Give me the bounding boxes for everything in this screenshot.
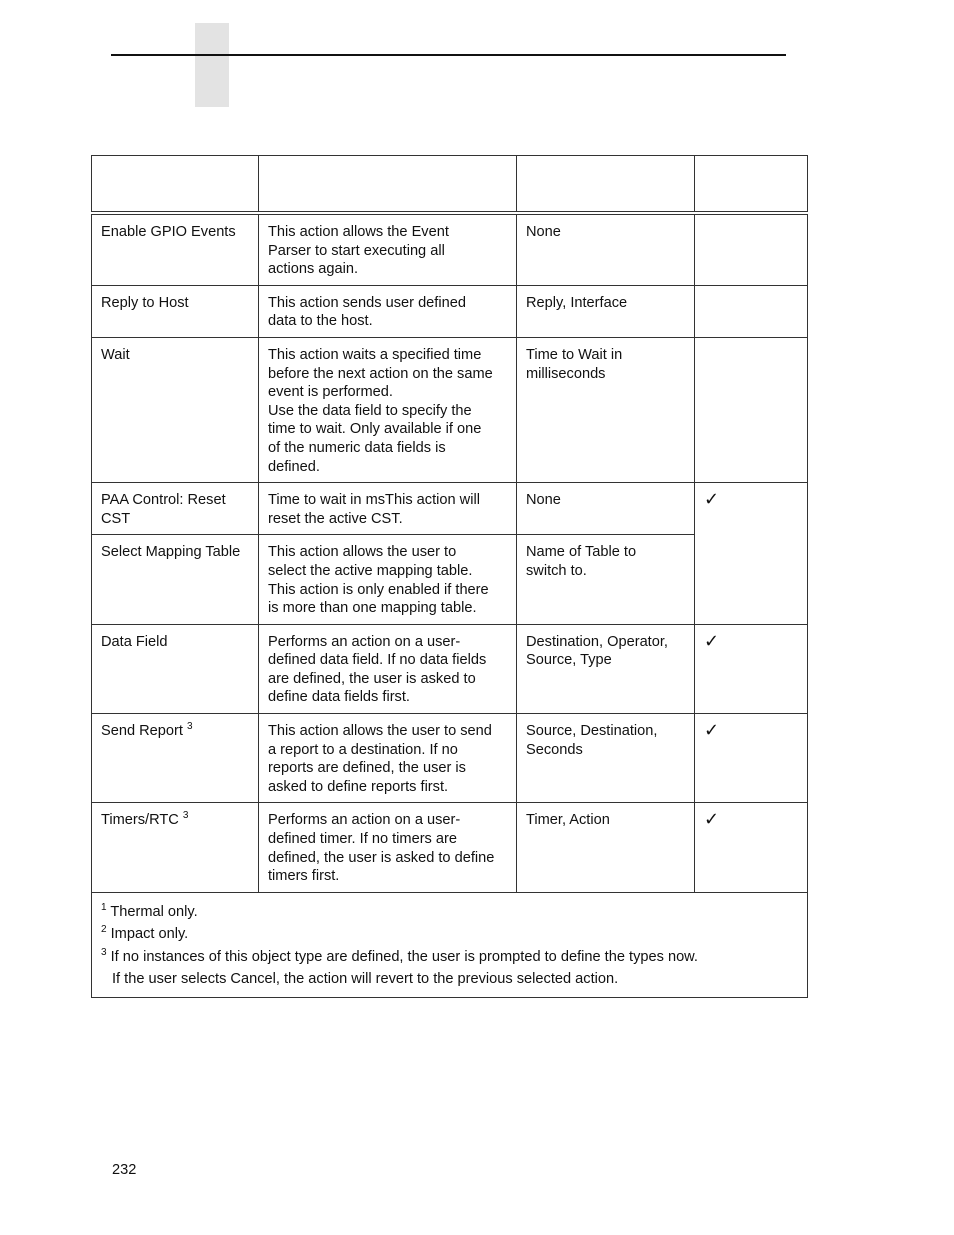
description-cell: This action allows the user to send a report to a destination. If no reports are defined, the user is asked to define reports first. (259, 714, 517, 803)
description-cell: This action waits a specified time before the next action on the same event is performed. Use the data field to specify the time to wait. Only available if one of the numeric data fields is defined. (259, 337, 517, 482)
flag-cell (695, 337, 808, 482)
header-cell-action (92, 156, 259, 214)
flag-cell (695, 285, 808, 337)
description-cell: This action allows the user to select the active mapping table. This action is only enabled if there is more than one mapping table. (259, 535, 517, 624)
table-row (92, 483, 808, 535)
flag-cell (695, 483, 808, 625)
header-rule (111, 54, 786, 56)
table-header-row (92, 156, 808, 214)
footnote-ref: 3 (182, 810, 189, 822)
action-cell: Send Report $^3$ (92, 714, 259, 803)
flag-cell (695, 624, 808, 713)
footnotes-row (92, 892, 808, 997)
description-cell: This action sends user defined data to the host. (259, 285, 517, 337)
flag-cell (695, 803, 808, 892)
checkmark-icon: ✓ (704, 489, 720, 511)
footnote: $^3$ If no instances of this object type are defined, the user is prompted to define the types now. (101, 946, 698, 965)
checkmark-icon: ✓ (704, 630, 720, 652)
flag-cell (695, 213, 808, 285)
actions-table (91, 155, 808, 998)
action-cell: Reply to Host (92, 285, 259, 337)
action-cell: Enable GPIO Events (92, 213, 259, 285)
table-row (92, 803, 808, 892)
action-cell: Data Field (92, 624, 259, 713)
description-cell: Performs an action on a user- defined timer. If no timers are defined, the user is asked to define timers first. (259, 803, 517, 892)
parameters-cell: Source, Destination, Seconds (517, 714, 695, 803)
action-cell: Wait (92, 337, 259, 482)
parameters-cell: Time to Wait in milliseconds (517, 337, 695, 482)
parameters-cell: Reply, Interface (517, 285, 695, 337)
footnotes-cell (92, 892, 808, 997)
table-row (92, 213, 808, 285)
page-number: 232 (112, 1162, 137, 1178)
table-row (92, 714, 808, 803)
description-cell: Performs an action on a user- defined data field. If no data fields are defined, the user is asked to define data fields first. (259, 624, 517, 713)
footnote-ref: 3 (187, 721, 193, 733)
action-cell: Select Mapping Table (92, 535, 259, 624)
table-row (92, 285, 808, 337)
chapter-tab-block (195, 23, 229, 107)
parameters-cell: Destination, Operator, Source, Type (517, 624, 695, 713)
checkmark-icon: ✓ (704, 720, 720, 742)
parameters-cell: None (517, 213, 695, 285)
description-cell: Time to wait in msThis action will reset the active CST. (259, 483, 517, 535)
table-row (92, 337, 808, 482)
parameters-cell: Timer, Action (517, 803, 695, 892)
action-cell: PAA Control: Reset CST (92, 483, 259, 535)
header-cell-flag (695, 156, 808, 214)
parameters-cell: Name of Table to switch to. (517, 535, 695, 624)
description-cell: This action allows the Event Parser to start executing all actions again. (259, 213, 517, 285)
header-cell-description (259, 156, 517, 214)
table-row (92, 624, 808, 713)
parameters-cell: None (517, 483, 695, 535)
flag-cell (695, 714, 808, 803)
footnote: $^2$ Impact only. (101, 924, 189, 943)
footnote-continuation: If the user selects Cancel, the action will revert to the previous selected action. (112, 971, 619, 988)
action-cell: Timers/RTC $^3$ (92, 803, 259, 892)
header-cell-parameters (517, 156, 695, 214)
footnote: $^1$ Thermal only. (101, 901, 198, 920)
checkmark-icon: ✓ (704, 809, 720, 831)
